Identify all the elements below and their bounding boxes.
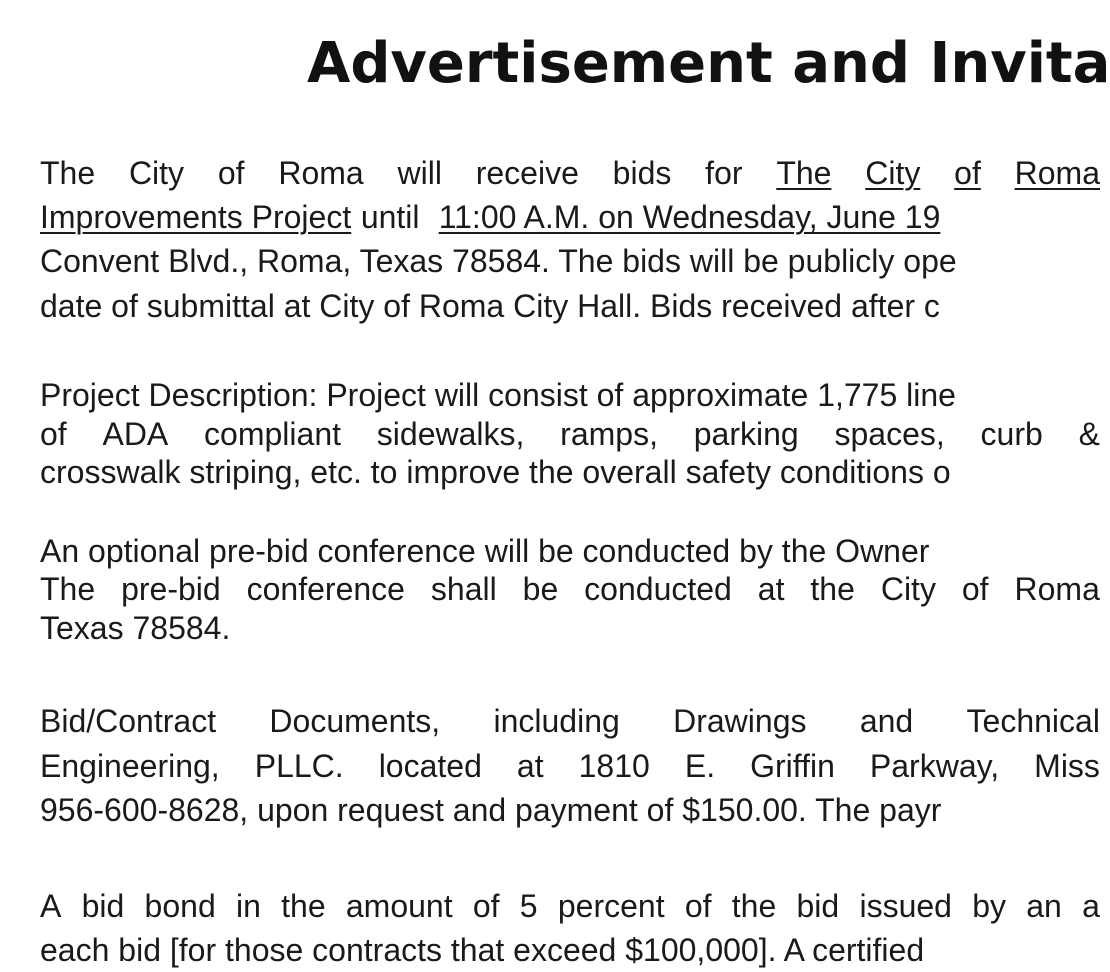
project-name: Improvements Project xyxy=(40,199,352,235)
word: Technical xyxy=(966,703,1100,739)
word: Roma xyxy=(1014,571,1100,607)
paragraph-2-line-3: crosswalk striping, etc. to improve the overall safety conditions o xyxy=(40,454,951,490)
word: bid xyxy=(796,888,840,924)
paragraph-3-line-3: Texas 78584. xyxy=(40,610,231,646)
word: located xyxy=(378,748,482,784)
paragraph-5-line-1 xyxy=(40,887,1100,925)
bid-deadline: 11:00 A.M. on Wednesday, June 19 xyxy=(438,199,941,235)
word: compliant xyxy=(204,416,341,452)
word: bids xyxy=(612,155,672,191)
until-text: until xyxy=(360,199,420,235)
word: an xyxy=(1026,888,1062,924)
paragraph-1-line-3: Convent Blvd., Roma, Texas 78584. The bids will be publicly ope xyxy=(40,243,957,279)
word: at xyxy=(757,571,785,607)
word: issued xyxy=(859,888,952,924)
paragraph-2-line-1: Project Description: Project will consist of approximate 1,775 line xyxy=(40,377,956,413)
word: 1810 xyxy=(578,748,650,784)
word: shall xyxy=(430,571,497,607)
word: the xyxy=(731,888,777,924)
word: Bid/Contract xyxy=(40,703,217,739)
word: Parkway, xyxy=(869,748,1000,784)
word: and xyxy=(859,703,914,739)
word: of xyxy=(684,888,712,924)
word: Documents, xyxy=(269,703,441,739)
word: be xyxy=(522,571,559,607)
word: bid xyxy=(81,888,125,924)
paragraph-4-line-1 xyxy=(40,702,1100,740)
word: ramps, xyxy=(560,416,658,452)
word: in xyxy=(235,888,261,924)
paragraph-3-line-2 xyxy=(40,570,1100,608)
word: PLLC. xyxy=(254,748,344,784)
word: 5 xyxy=(519,888,538,924)
word: The xyxy=(40,571,96,607)
word: A xyxy=(40,888,62,924)
word: by xyxy=(972,888,1006,924)
paragraph-3-line-1: An optional pre-bid conference will be conducted by the Owner xyxy=(40,533,930,569)
word: the xyxy=(281,888,326,924)
word: the xyxy=(810,571,855,607)
project-title-word: of xyxy=(954,155,981,191)
word: percent xyxy=(557,888,665,924)
word: The xyxy=(40,155,96,191)
word: at xyxy=(516,748,544,784)
paragraph-2-line-2 xyxy=(40,415,1100,453)
word: parking xyxy=(693,416,799,452)
word: a xyxy=(1082,888,1100,924)
word: E. xyxy=(684,748,716,784)
word: Miss xyxy=(1034,748,1100,784)
word: receive xyxy=(475,155,579,191)
word: conference xyxy=(246,571,405,607)
word: of xyxy=(961,571,989,607)
word: & xyxy=(1078,416,1100,452)
word: of xyxy=(217,155,245,191)
paragraph-5-line-2: each bid [for those contracts that exceed $100,000]. A certified xyxy=(40,932,925,968)
word: curb xyxy=(980,416,1043,452)
paragraph-1-line-2 xyxy=(40,198,940,236)
word: amount xyxy=(345,888,453,924)
word: Roma xyxy=(278,155,364,191)
project-title-word: Roma xyxy=(1014,155,1100,191)
word: bond xyxy=(144,888,216,924)
paragraph-4-line-3: 956-600-8628, upon request and payment of $150.00. The payr xyxy=(40,792,942,828)
word: including xyxy=(493,703,620,739)
word: of xyxy=(40,416,67,452)
word: conducted xyxy=(584,571,732,607)
paragraph-1-line-4: date of submittal at City of Roma City Hall. Bids received after c xyxy=(40,288,940,324)
word: Engineering, xyxy=(40,748,220,784)
word: Drawings xyxy=(673,703,807,739)
paragraph-4-line-2 xyxy=(40,747,1100,785)
document-title: Advertisement and Invita xyxy=(307,31,1110,96)
word: sidewalks, xyxy=(376,416,525,452)
word: pre-bid xyxy=(121,571,221,607)
word: City xyxy=(128,155,185,191)
word: of xyxy=(472,888,500,924)
word: for xyxy=(705,155,743,191)
word: City xyxy=(880,571,936,607)
word: spaces, xyxy=(834,416,945,452)
project-title-word: The xyxy=(776,155,832,191)
project-title-word: City xyxy=(865,155,921,191)
paragraph-1-line-1 xyxy=(40,154,1100,192)
word: Griffin xyxy=(750,748,835,784)
word: will xyxy=(397,155,442,191)
word: ADA xyxy=(102,416,169,452)
